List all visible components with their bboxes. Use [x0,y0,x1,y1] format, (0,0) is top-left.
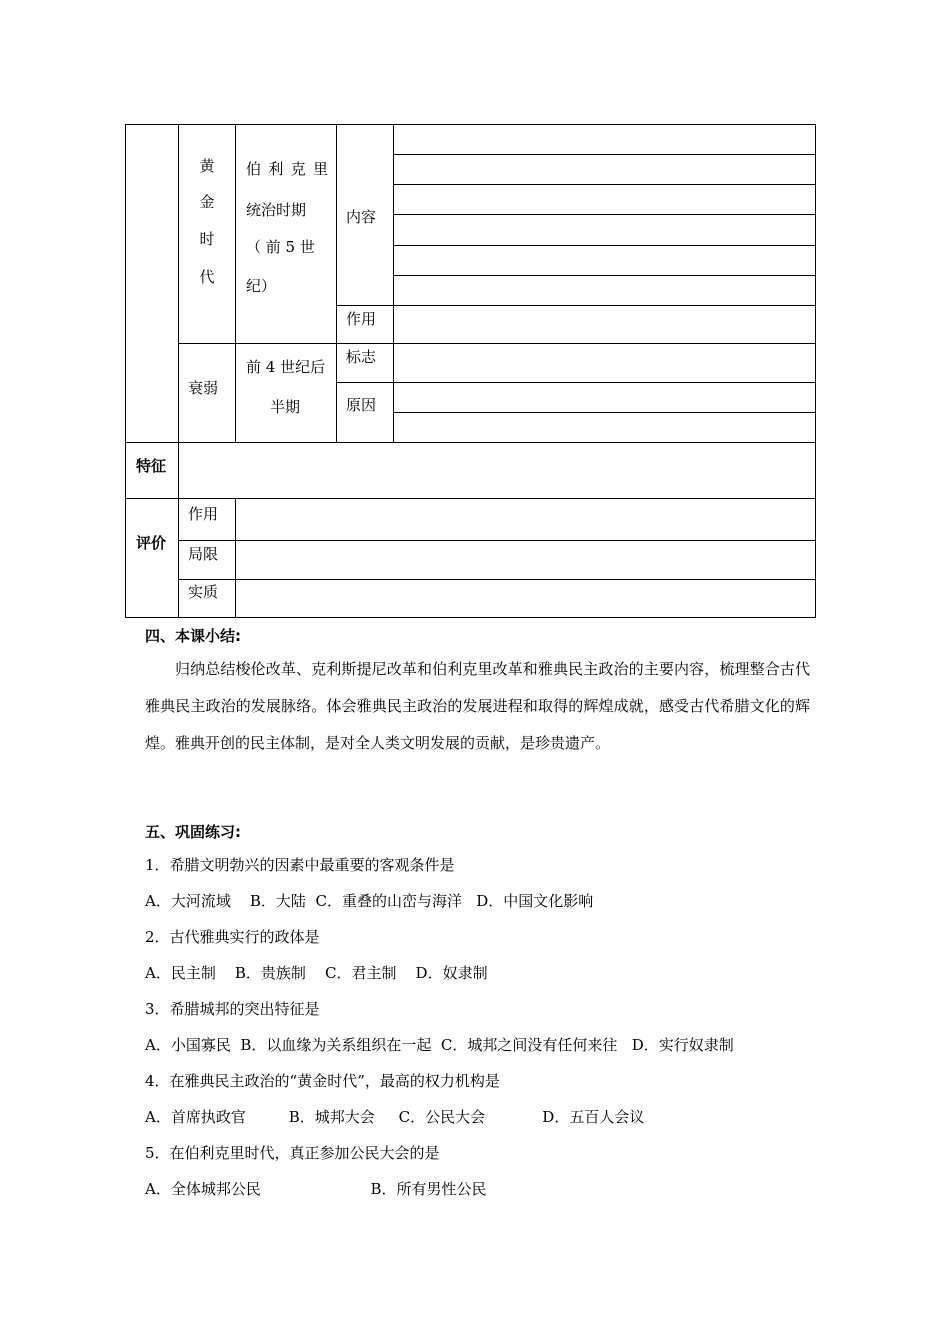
options-line: A．首席执政官 B．城邦大会 C．公民大会 D．五百人会议 [145,1108,645,1126]
grid-line [178,442,179,618]
grid-line [125,498,816,499]
grid-line [393,214,816,215]
golden-age-char: 金 [199,193,215,211]
golden-age-char: 代 [199,268,215,286]
options-line: A．小国寡民 B．以血缘为关系组织在一起 C．城邦之间没有任何来往 D．实行奴隶制 [145,1036,734,1054]
grid-line [125,442,816,443]
options-line: A．全体城邦公民 B．所有男性公民 [145,1180,487,1198]
golden-age-period-line: 纪） [246,277,277,295]
grid-line [178,124,179,443]
grid-line [178,540,816,541]
options-line: A．大河流域 B．大陆 C．重叠的山峦与海洋 D．中国文化影响 [145,892,594,910]
table-border-right [815,124,816,618]
grid-line [178,343,816,344]
golden-age-period-line: （ 前 5 世 [246,238,315,256]
question-line: 5．在伯利克里时代，真正参加公民大会的是 [145,1144,440,1162]
sign-label: 标志 [346,348,377,366]
grid-line [393,245,816,246]
reason-label: 原因 [346,396,377,414]
grid-line [393,275,816,276]
exercises-heading: 五、巩固练习: [145,823,241,841]
grid-line [336,382,816,383]
question-line: 3．希腊城邦的突出特征是 [145,1000,320,1018]
evaluation-row-label: 作用 [188,505,219,523]
question-line: 2．古代雅典实行的政体是 [145,928,320,946]
table-border-left [125,124,126,618]
evaluation-row-label: 实质 [188,583,219,601]
content-label: 内容 [346,208,377,226]
effect-label: 作用 [346,310,377,328]
golden-age-char: 黄 [199,157,215,175]
table-border-bottom [125,617,816,618]
question-line: 4．在雅典民主政治的“黄金时代”，最高的权力机构是 [145,1072,500,1090]
evaluation-row-label: 局限 [188,545,219,563]
summary-heading: 四、本课小结: [145,627,241,645]
golden-age-char: 时 [199,230,215,248]
grid-line [393,154,816,155]
feature-label: 特征 [136,457,167,475]
grid-line [235,498,236,618]
grid-line [235,124,236,443]
question-line: 1．希腊文明勃兴的因素中最重要的客观条件是 [145,856,455,874]
grid-line [336,305,816,306]
options-line: A．民主制 B．贵族制 C．君主制 D．奴隶制 [145,964,488,982]
summary-paragraph: 归纳总结梭伦改革、克利斯提尼改革和伯利克里改革和雅典民主政治的主要内容，梳理整合古代雅典民主政治的发展脉络。体会雅典民主政治的发展进程和取得的辉煌成就，感受古代希腊文化的辉煌。雅典开创的民主体制，是对全人类文明发展的贡献，是珍贵遗产。 [145,660,810,752]
decline-period-line: 前 4 世纪后 [246,358,326,376]
grid-line [393,124,394,443]
grid-line [393,412,816,413]
grid-line [336,124,337,443]
decline-period-line: 半期 [270,398,301,416]
grid-line [178,579,816,580]
table-border-top [125,124,816,125]
grid-line [393,184,816,185]
decline-label: 衰弱 [188,379,219,397]
golden-age-period-line: 伯 利 克 里 [246,160,328,178]
evaluation-label: 评价 [136,534,167,552]
golden-age-period-line: 统治时期 [246,201,307,219]
